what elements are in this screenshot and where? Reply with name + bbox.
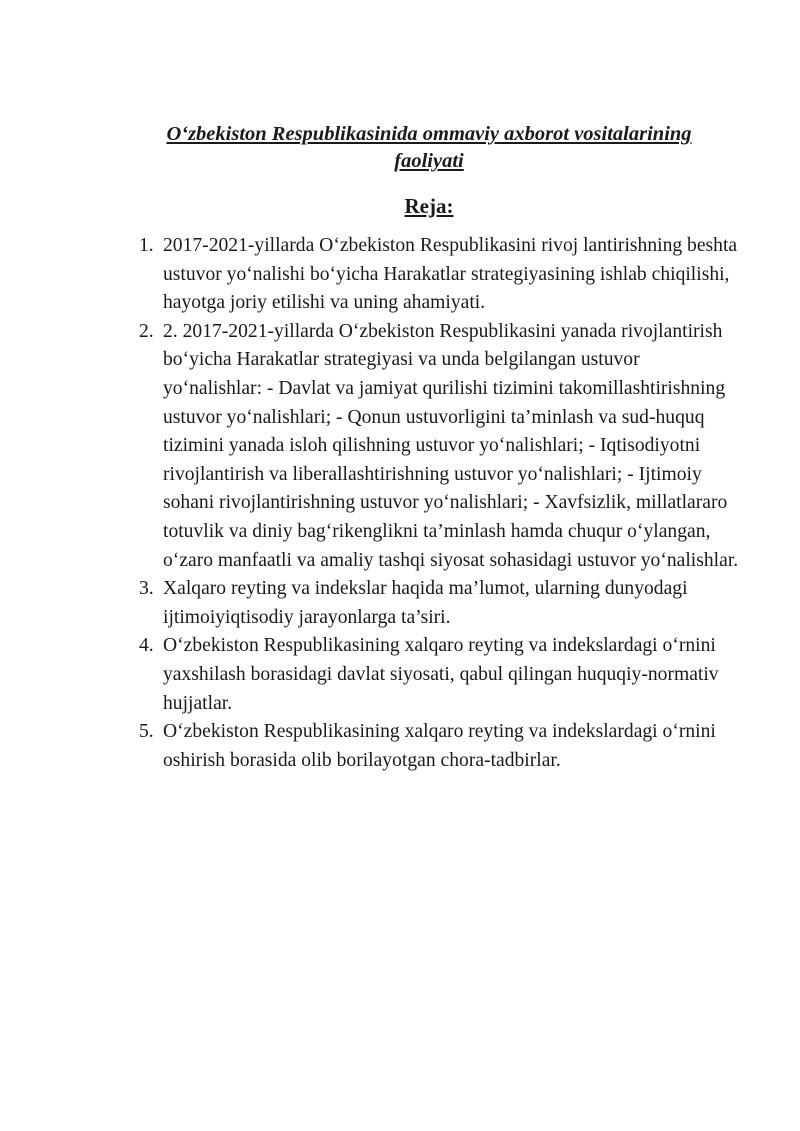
plan-item-text: Xalqaro reyting va indekslar haqida ma’lumot, ularning dunyodagi ijtimoiyiqtisodiy jarayonlarga ta’siri. [163, 578, 688, 628]
plan-item-text: O‘zbekiston Respublikasining xalqaro reyting va indekslardagi o‘rnini oshirish borasida olib borilayotgan chora-tadbirlar. [163, 721, 716, 771]
plan-item-2 [0, 318, 743, 575]
plan-item-text: O‘zbekiston Respublikasining xalqaro reyting va indekslardagi o‘rnini yaxshilash borasidagi davlat siyosati, qabul qilingan huquqiy-normativ hujjatlar. [163, 635, 719, 714]
plan-item-number: 1. [139, 235, 154, 256]
plan-item-1 [0, 232, 743, 318]
plan-item-number: 5. [139, 721, 154, 743]
plan-item-text: 2. 2017-2021-yillarda O‘zbekiston Respublikasini yanada rivojlantirish bo‘yicha Harakatlar strategiyasi va unda belgilangan ustuvor yo‘nalishlar: - Davlat va jamiyat qurilishi tizimini takomillashtirishning ustuvor yo‘nalishlari; - Qonun ustuvorligini ta’minlash va sud-huquq tizimini yanada isloh qilishning ustuvor yo‘nalishlari; - Iqtisodiyotni rivojlantirish va liberallashtirishning ustuvor yo‘nalishlari; - Ijtimoiy sohani rivojlantirishning ustuvor yo‘nalishlari; - Xavfsizlik, millatlararo totuvlik va diniy bag‘rikenglikni ta’minlash hamda chuqur o‘ylangan, o‘zaro manfaatli va amaliy tashqi siyosat sohasidagi ustuvor yo‘nalishlar. [163, 320, 739, 571]
plan-item-number: 3. [139, 578, 154, 600]
plan-list [0, 232, 800, 775]
document-title: O‘zbekiston Respublikasinida ommaviy axborot vositalarining faoliyati [166, 123, 692, 172]
plan-item-text: 2017-2021-yillarda O‘zbekiston Respublikasini rivoj lantirishning beshta ustuvor yo‘nalishi bo‘yicha Harakatlar strategiyasining ishlab chiqilishi, hayotga joriy etilishi va uning ahamiyati. [163, 235, 738, 314]
plan-item-number: 4. [139, 635, 154, 657]
plan-item-4 [0, 632, 743, 718]
plan-item-3 [0, 575, 743, 632]
plan-item-5 [0, 718, 743, 775]
plan-heading: Reja: [404, 194, 454, 218]
plan-item-number: 2. [139, 320, 154, 342]
